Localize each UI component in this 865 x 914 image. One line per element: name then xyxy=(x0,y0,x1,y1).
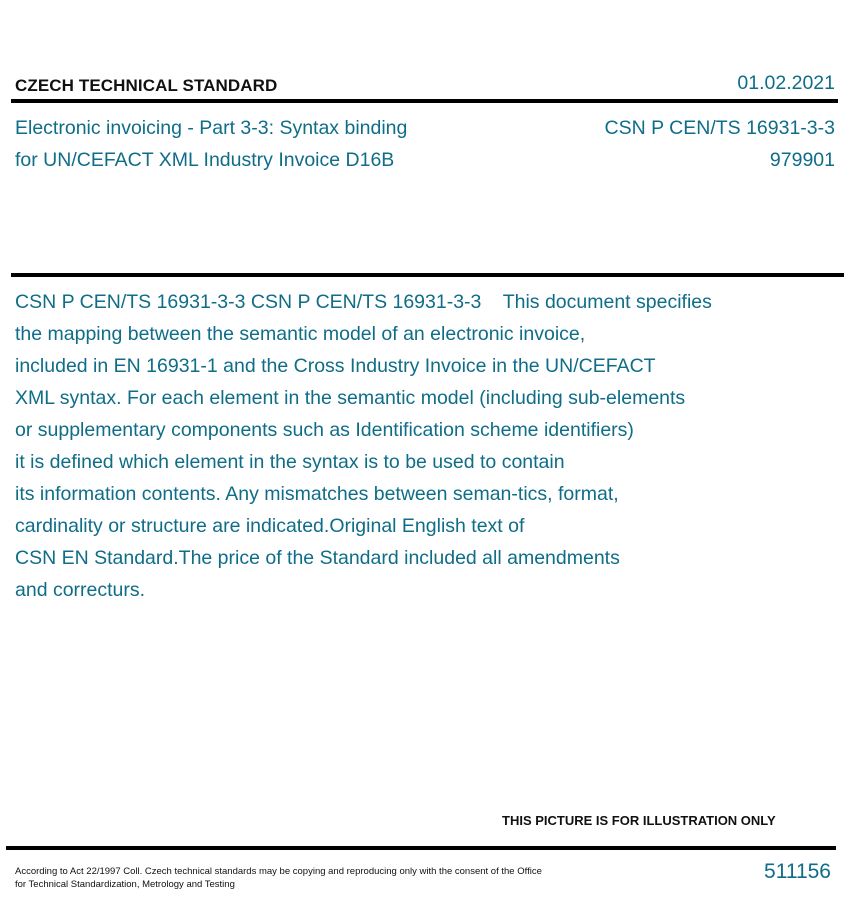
document-title-line-1: Electronic invoicing - Part 3-3: Syntax binding xyxy=(15,117,408,139)
title-rule xyxy=(11,273,844,277)
description-line: CSN P CEN/TS 16931-3-3 CSN P CEN/TS 16931-3-3 This document specifies xyxy=(15,291,712,313)
description-line: and correcturs. xyxy=(15,579,146,601)
document-description xyxy=(15,286,815,606)
footer-code: 511156 xyxy=(764,860,831,883)
legal-notice xyxy=(15,865,615,891)
standard-code: CSN P CEN/TS 16931-3-3 xyxy=(604,117,835,139)
description-line: it is defined which element in the syntax is to be used to contain xyxy=(15,451,565,473)
description-line: cardinality or structure are indicated.Original English text of xyxy=(15,515,525,537)
description-line: or supplementary components such as Identification scheme identifiers) xyxy=(15,419,634,441)
description-line: its information contents. Any mismatches between seman-tics, format, xyxy=(15,483,619,505)
header-rule xyxy=(11,99,838,103)
description-line: included in EN 16931-1 and the Cross Industry Invoice in the UN/CEFACT xyxy=(15,355,656,377)
document-title-line-2: for UN/CEFACT XML Industry Invoice D16B xyxy=(15,149,395,171)
description-line: the mapping between the semantic model of an electronic invoice, xyxy=(15,323,586,345)
catalog-number: 979901 xyxy=(769,149,835,171)
description-line: XML syntax. For each element in the semantic model (including sub-elements xyxy=(15,387,686,409)
legal-notice-line-1: According to Act 22/1997 Coll. Czech technical standards may be copying and reproducing only with the consent of the Office xyxy=(15,866,542,877)
publication-date: 01.02.2021 xyxy=(737,72,835,94)
legal-notice-line-2: for Technical Standardization, Metrology and Testing xyxy=(15,879,235,890)
description-line: CSN EN Standard.The price of the Standard included all amendments xyxy=(15,547,620,569)
footer-rule xyxy=(6,846,836,850)
illustration-note: THIS PICTURE IS FOR ILLUSTRATION ONLY xyxy=(502,813,776,828)
standard-type-heading: CZECH TECHNICAL STANDARD xyxy=(15,76,278,95)
